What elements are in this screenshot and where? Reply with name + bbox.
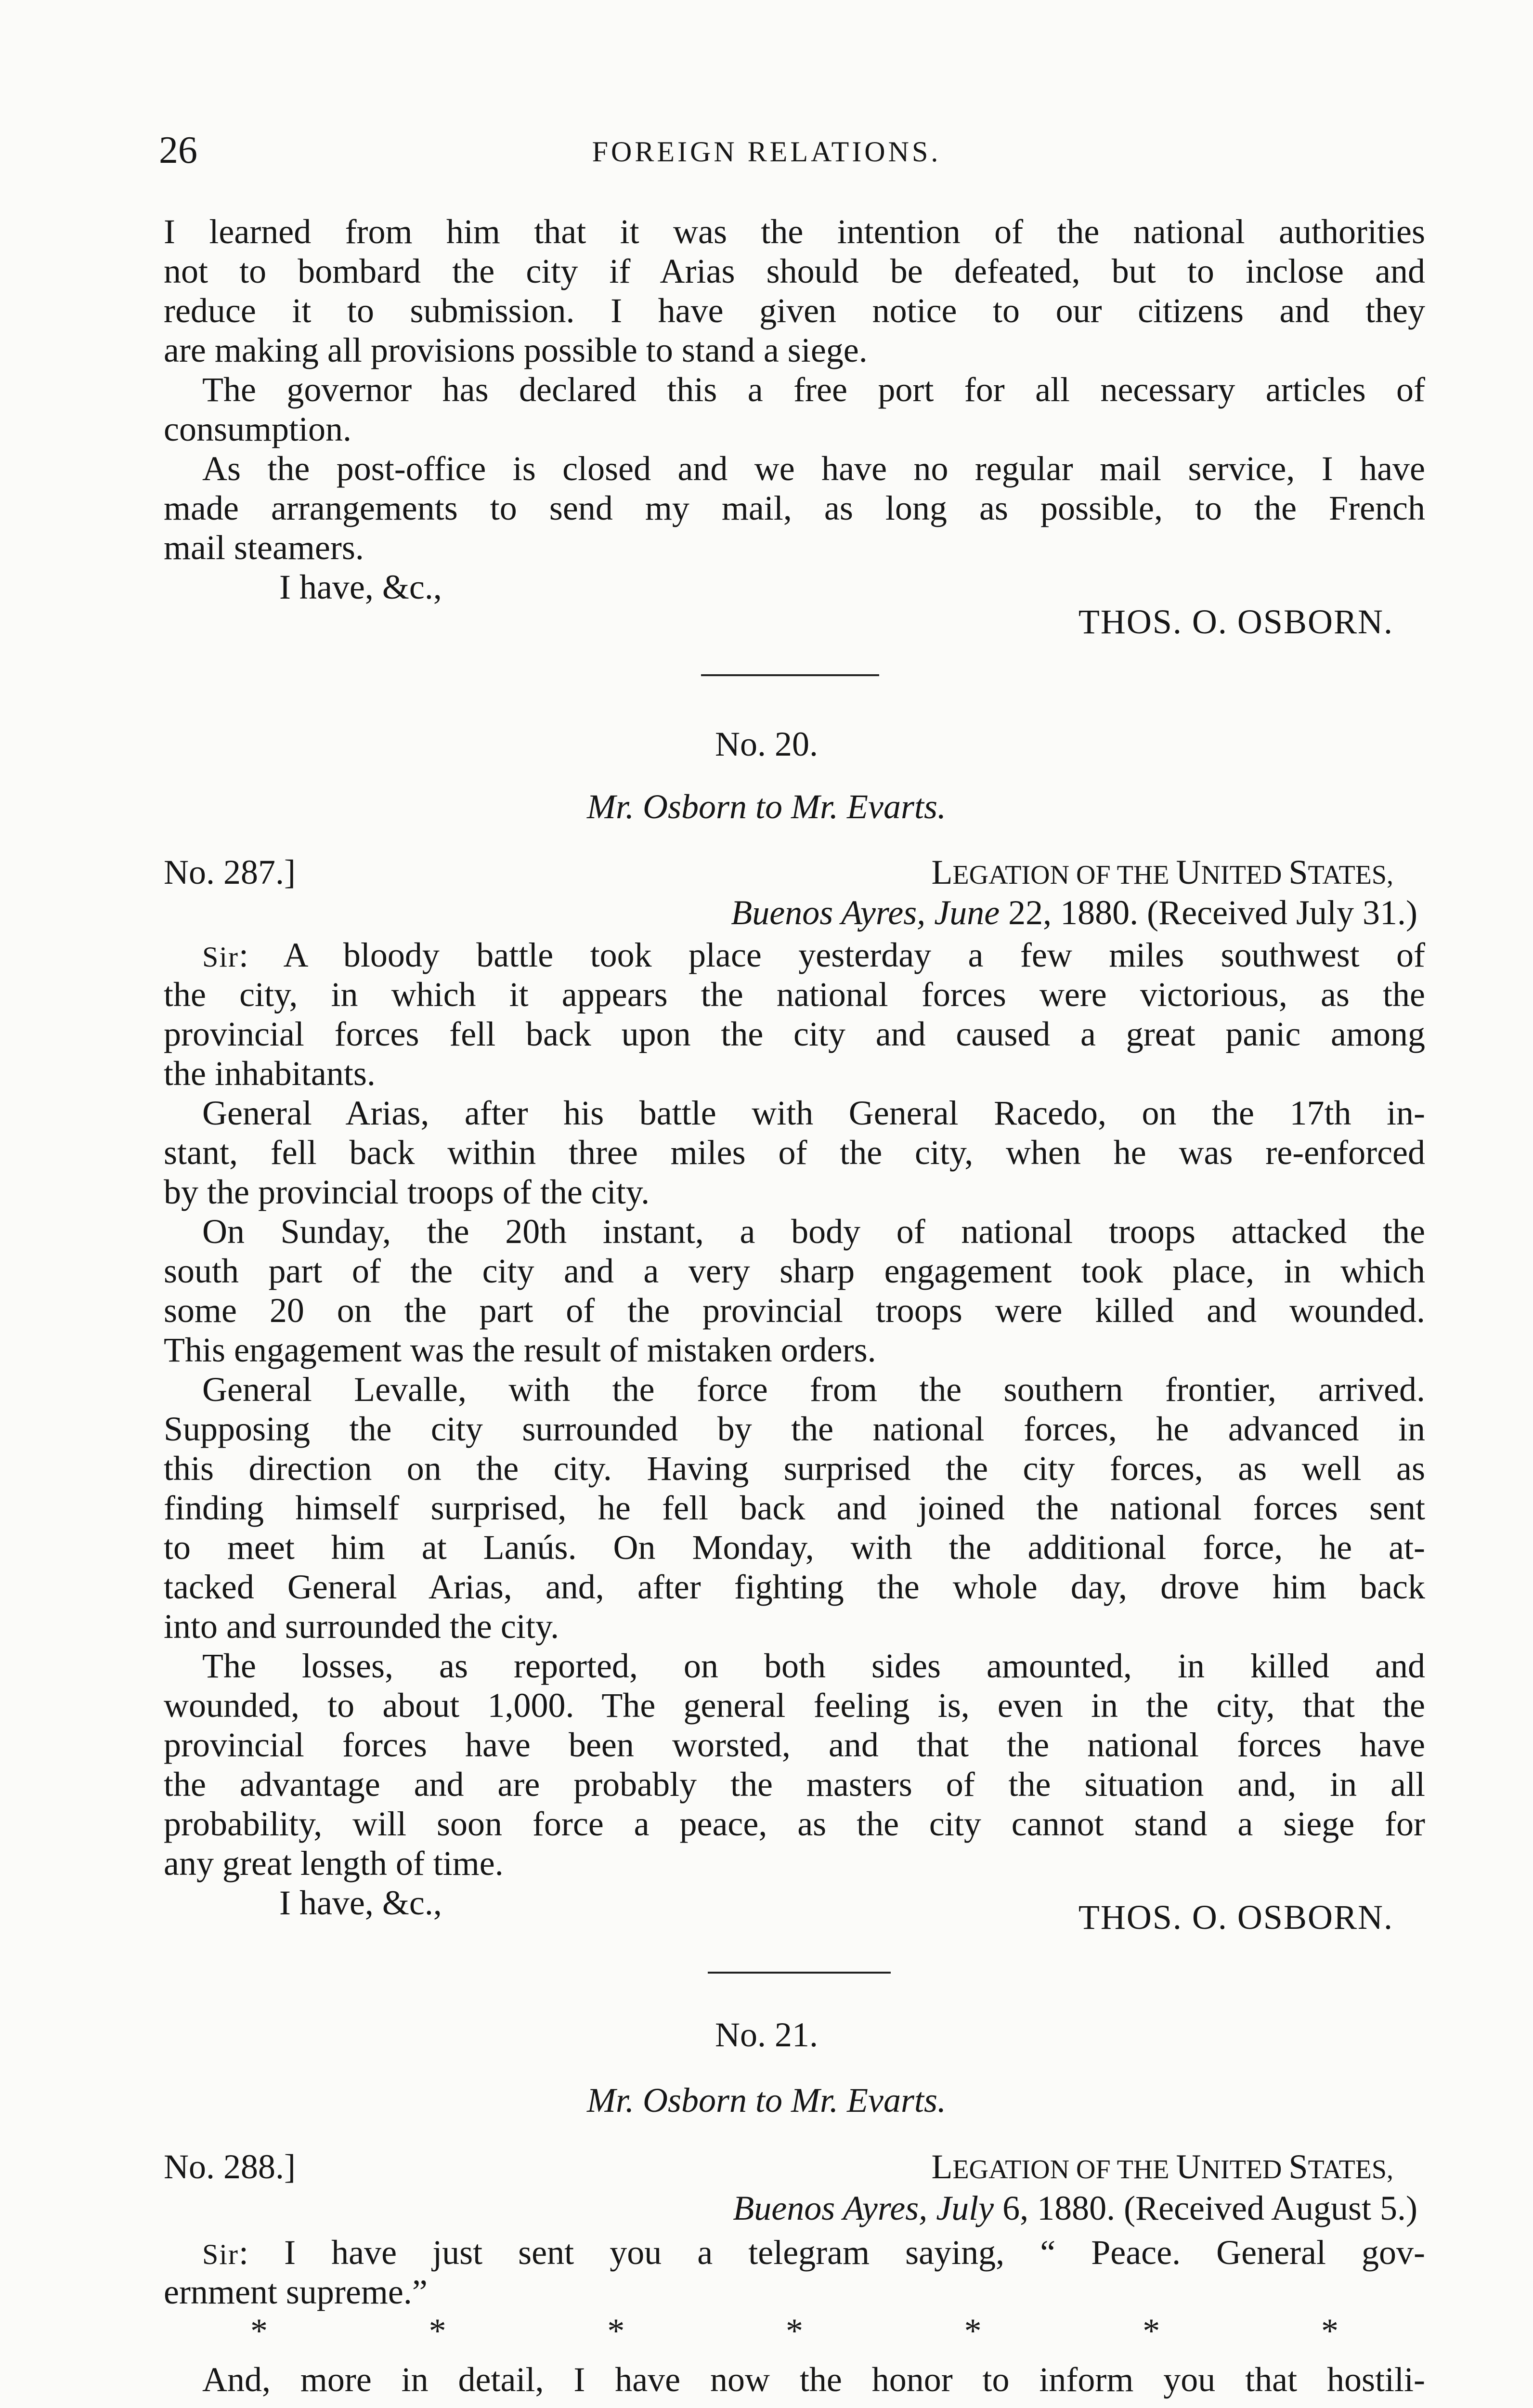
legation-heading: LEGATION OF THE UNITED STATES,	[931, 2147, 1393, 2186]
text-line: tacked General Arias, and, after fighting the whole day, drove him back	[164, 1568, 1425, 1606]
text-line: the city, in which it appears the national forces were victorious, as the	[164, 975, 1425, 1014]
text-line: not to bombard the city if Arias should be defeated, but to inclose and	[164, 252, 1425, 290]
text-line: into and surrounded the city.	[164, 1607, 559, 1646]
document-number: No. 21.	[715, 2015, 818, 2054]
document-title: Mr. Osborn to Mr. Evarts.	[586, 787, 947, 826]
omission-stars: * * * * * * *	[250, 2312, 1338, 2350]
signature: THOS. O. OSBORN.	[1078, 602, 1393, 641]
text-line: This engagement was the result of mistaken orders.	[164, 1331, 876, 1369]
text-line: mail steamers.	[164, 528, 364, 567]
document-title: Mr. Osborn to Mr. Evarts.	[586, 2081, 947, 2120]
text-line: Sir: I have just sent you a telegram saying, “ Peace. General gov-	[202, 2233, 1425, 2272]
salutation: Sir	[202, 2238, 239, 2270]
text-line: south part of the city and a very sharp engagement took place, in which	[164, 1252, 1425, 1290]
closing-line: I have, &c.,	[279, 568, 442, 606]
text-line: consumption.	[164, 410, 351, 448]
text-line: General Arias, after his battle with General Racedo, on the 17th in-	[202, 1094, 1425, 1132]
legation-heading: LEGATION OF THE UNITED STATES,	[931, 853, 1393, 891]
text-line: by the provincial troops of the city.	[164, 1173, 650, 1211]
text-line: Sir: A bloody battle took place yesterday a few miles southwest of	[202, 936, 1425, 974]
text-line: made arrangements to send my mail, as long as possible, to the French	[164, 489, 1425, 527]
text-line: provincial forces have been worsted, and that the national forces have	[164, 1726, 1425, 1764]
text-line: probability, will soon force a peace, as the city cannot stand a siege for	[164, 1805, 1425, 1843]
text-line: General Levalle, with the force from the southern frontier, arrived.	[202, 1370, 1425, 1409]
text-line: are making all provisions possible to stand a siege.	[164, 331, 868, 369]
section-divider	[701, 674, 879, 676]
text-line: finding himself surprised, he fell back and joined the national forces sent	[164, 1489, 1425, 1527]
text-line: the inhabitants.	[164, 1054, 376, 1093]
text-line: reduce it to submission. I have given notice to our citizens and they	[164, 291, 1425, 330]
letter-body-20	[164, 935, 1425, 1923]
text-line: ernment supreme.”	[164, 2273, 428, 2311]
text-line: some 20 on the part of the provincial troops were killed and wounded.	[164, 1291, 1425, 1330]
dispatch-number: No. 287.]	[164, 853, 296, 891]
section-continuation	[164, 212, 1425, 607]
document-number: No. 20.	[715, 725, 818, 763]
letter-body-21	[164, 2233, 1425, 2312]
text-line: The losses, as reported, on both sides amounted, in killed and	[202, 1647, 1425, 1685]
text-line: this direction on the city. Having surprised the city forces, as well as	[164, 1449, 1425, 1488]
text-line: any great length of time.	[164, 1844, 504, 1883]
text-line: the advantage and are probably the masters of the situation and, in all	[164, 1765, 1425, 1804]
salutation: Sir	[202, 941, 239, 973]
dispatch-number: No. 288.]	[164, 2147, 296, 2186]
letter-body-21-cont	[164, 2360, 1425, 2399]
signature: THOS. O. OSBORN.	[1078, 1898, 1393, 1937]
text-line: wounded, to about 1,000. The general feeling is, even in the city, that the	[164, 1686, 1425, 1725]
place-date: Buenos Ayres, June 22, 1880. (Received July 31.)	[731, 893, 1417, 932]
place-date: Buenos Ayres, July 6, 1880. (Received August 5.)	[733, 2189, 1417, 2227]
text-line: provincial forces fell back upon the city and caused a great panic among	[164, 1015, 1425, 1053]
page-number: 26	[159, 129, 197, 171]
text-line: The governor has declared this a free port for all necessary articles of	[202, 370, 1425, 409]
section-divider	[708, 1972, 891, 1974]
text-line: And, more in detail, I have now the honor to inform you that hostili-	[202, 2360, 1425, 2399]
text-line: I learned from him that it was the intention of the national authorities	[164, 212, 1425, 251]
text-line: On Sunday, the 20th instant, a body of national troops attacked the	[202, 1212, 1425, 1251]
running-title: FOREIGN RELATIONS.	[592, 136, 941, 168]
closing-line: I have, &c.,	[279, 1884, 442, 1922]
text-line: stant, fell back within three miles of the city, when he was re-enforced	[164, 1133, 1425, 1172]
text-line: Supposing the city surrounded by the national forces, he advanced in	[164, 1410, 1425, 1448]
text-line: to meet him at Lanús. On Monday, with the additional force, he at-	[164, 1528, 1425, 1567]
text-line: As the post-office is closed and we have no regular mail service, I have	[202, 449, 1425, 488]
